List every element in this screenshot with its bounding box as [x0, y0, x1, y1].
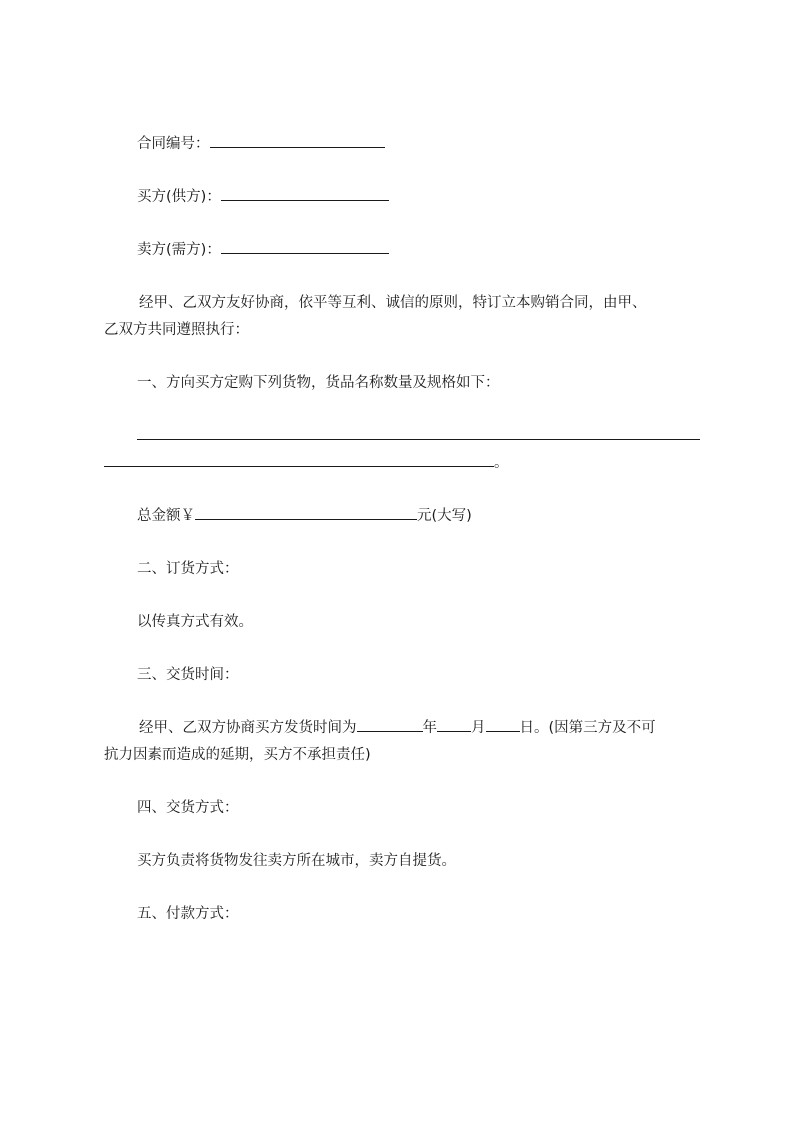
total-amount-suffix: 元(大写)	[417, 508, 472, 524]
day-label: 日。	[519, 720, 549, 736]
delivery-time-text: 经甲、乙双方协商买方发货时间为	[139, 720, 357, 736]
goods-blank-2	[104, 451, 494, 467]
total-amount-line	[137, 504, 472, 525]
buyer-line	[137, 185, 389, 206]
total-amount-blank	[195, 504, 417, 520]
goods-end-mark: 。	[494, 455, 509, 471]
contract-number-line	[137, 132, 385, 153]
goods-blank-line-1	[137, 424, 700, 444]
buyer-blank	[221, 185, 389, 201]
intro-line-2: 乙双方共同遵照执行：	[104, 322, 249, 338]
buyer-label: 买方(供方)：	[137, 189, 221, 205]
contract-number-blank	[210, 132, 385, 148]
section-3-title: 三、交货时间：	[137, 667, 239, 683]
section-2-text: 以传真方式有效。	[137, 614, 253, 630]
year-label: 年	[422, 720, 437, 736]
month-label: 月	[471, 720, 486, 736]
section-4-title: 四、交货方式：	[137, 800, 239, 816]
goods-blank-1	[137, 424, 700, 440]
section-4-text: 买方负责将货物发往卖方所在城市，卖方自提货。	[137, 853, 456, 869]
day-blank	[486, 716, 520, 732]
goods-blank-line-2	[104, 451, 509, 472]
delay-note-start: (因第三方及不可	[548, 720, 656, 736]
contract-number-label: 合同编号：	[137, 136, 210, 152]
section-5-title: 五、付款方式：	[137, 906, 239, 922]
delivery-time-line-1	[139, 716, 656, 737]
seller-line	[137, 238, 389, 259]
delivery-time-line-2: 抗力因素而造成的延期，买方不承担责任)	[104, 747, 371, 763]
total-amount-label: 总金额￥	[137, 508, 195, 524]
section-1-title: 一、方向买方定购下列货物，货品名称数量及规格如下：	[137, 375, 500, 391]
intro-line-1: 经甲、乙双方友好协商，依平等互利、诚信的原则，特订立本购销合同，由甲、	[139, 295, 647, 311]
seller-label: 卖方(需方)：	[137, 242, 221, 258]
section-2-title: 二、订货方式：	[137, 561, 239, 577]
year-blank	[357, 716, 423, 732]
month-blank	[437, 716, 471, 732]
seller-blank	[221, 238, 389, 254]
